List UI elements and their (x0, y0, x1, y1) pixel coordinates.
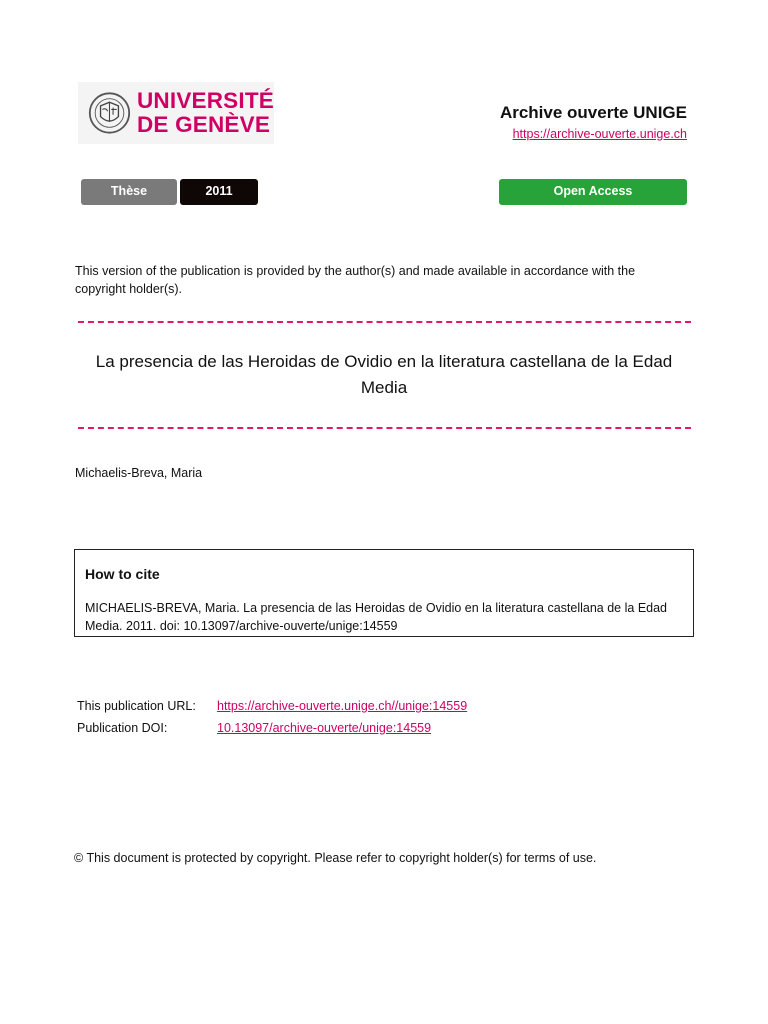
citation-box (74, 549, 694, 637)
publication-url-label: This publication URL: (77, 699, 196, 713)
divider-top (78, 321, 691, 323)
university-seal-icon (88, 89, 131, 137)
author-name: Michaelis-Breva, Maria (75, 466, 203, 480)
year-badge: 2011 (180, 179, 258, 205)
university-logo (78, 82, 274, 144)
copyright-notice: © This document is protected by copyright. Please refer to copyright holder(s) for terms of use. (74, 851, 597, 865)
logo-text-line2: DE GENÈVE (136, 112, 271, 137)
publication-url-link[interactable]: https://archive-ouverte.unige.ch//unige:14559 (217, 699, 468, 713)
version-notice: This version of the publication is provided by the author(s) and made available in accordance with the copyright holder(s). (75, 264, 636, 296)
publication-title: La presencia de las Heroidas de Ovidio en la literatura castellana de la Edad Media (95, 352, 673, 397)
open-access-badge: Open Access (499, 179, 687, 205)
archive-link[interactable]: https://archive-ouverte.unige.ch (512, 127, 687, 141)
citation-text: MICHAELIS-BREVA, Maria. La presencia de las Heroidas de Ovidio en la literatura castellana de la Edad Media. 2011. doi: 10.13097/archive-ouverte/unige:14559 (85, 601, 668, 633)
citation-heading: How to cite (85, 566, 160, 582)
divider-bottom (78, 427, 691, 429)
publication-doi-link[interactable]: 10.13097/archive-ouverte/unige:14559 (217, 721, 432, 735)
logo-text-line1: UNIVERSITÉ (136, 88, 274, 113)
publication-doi-label: Publication DOI: (77, 721, 168, 735)
document-type-badge: Thèse (81, 179, 177, 205)
archive-title: Archive ouverte UNIGE (499, 103, 687, 122)
